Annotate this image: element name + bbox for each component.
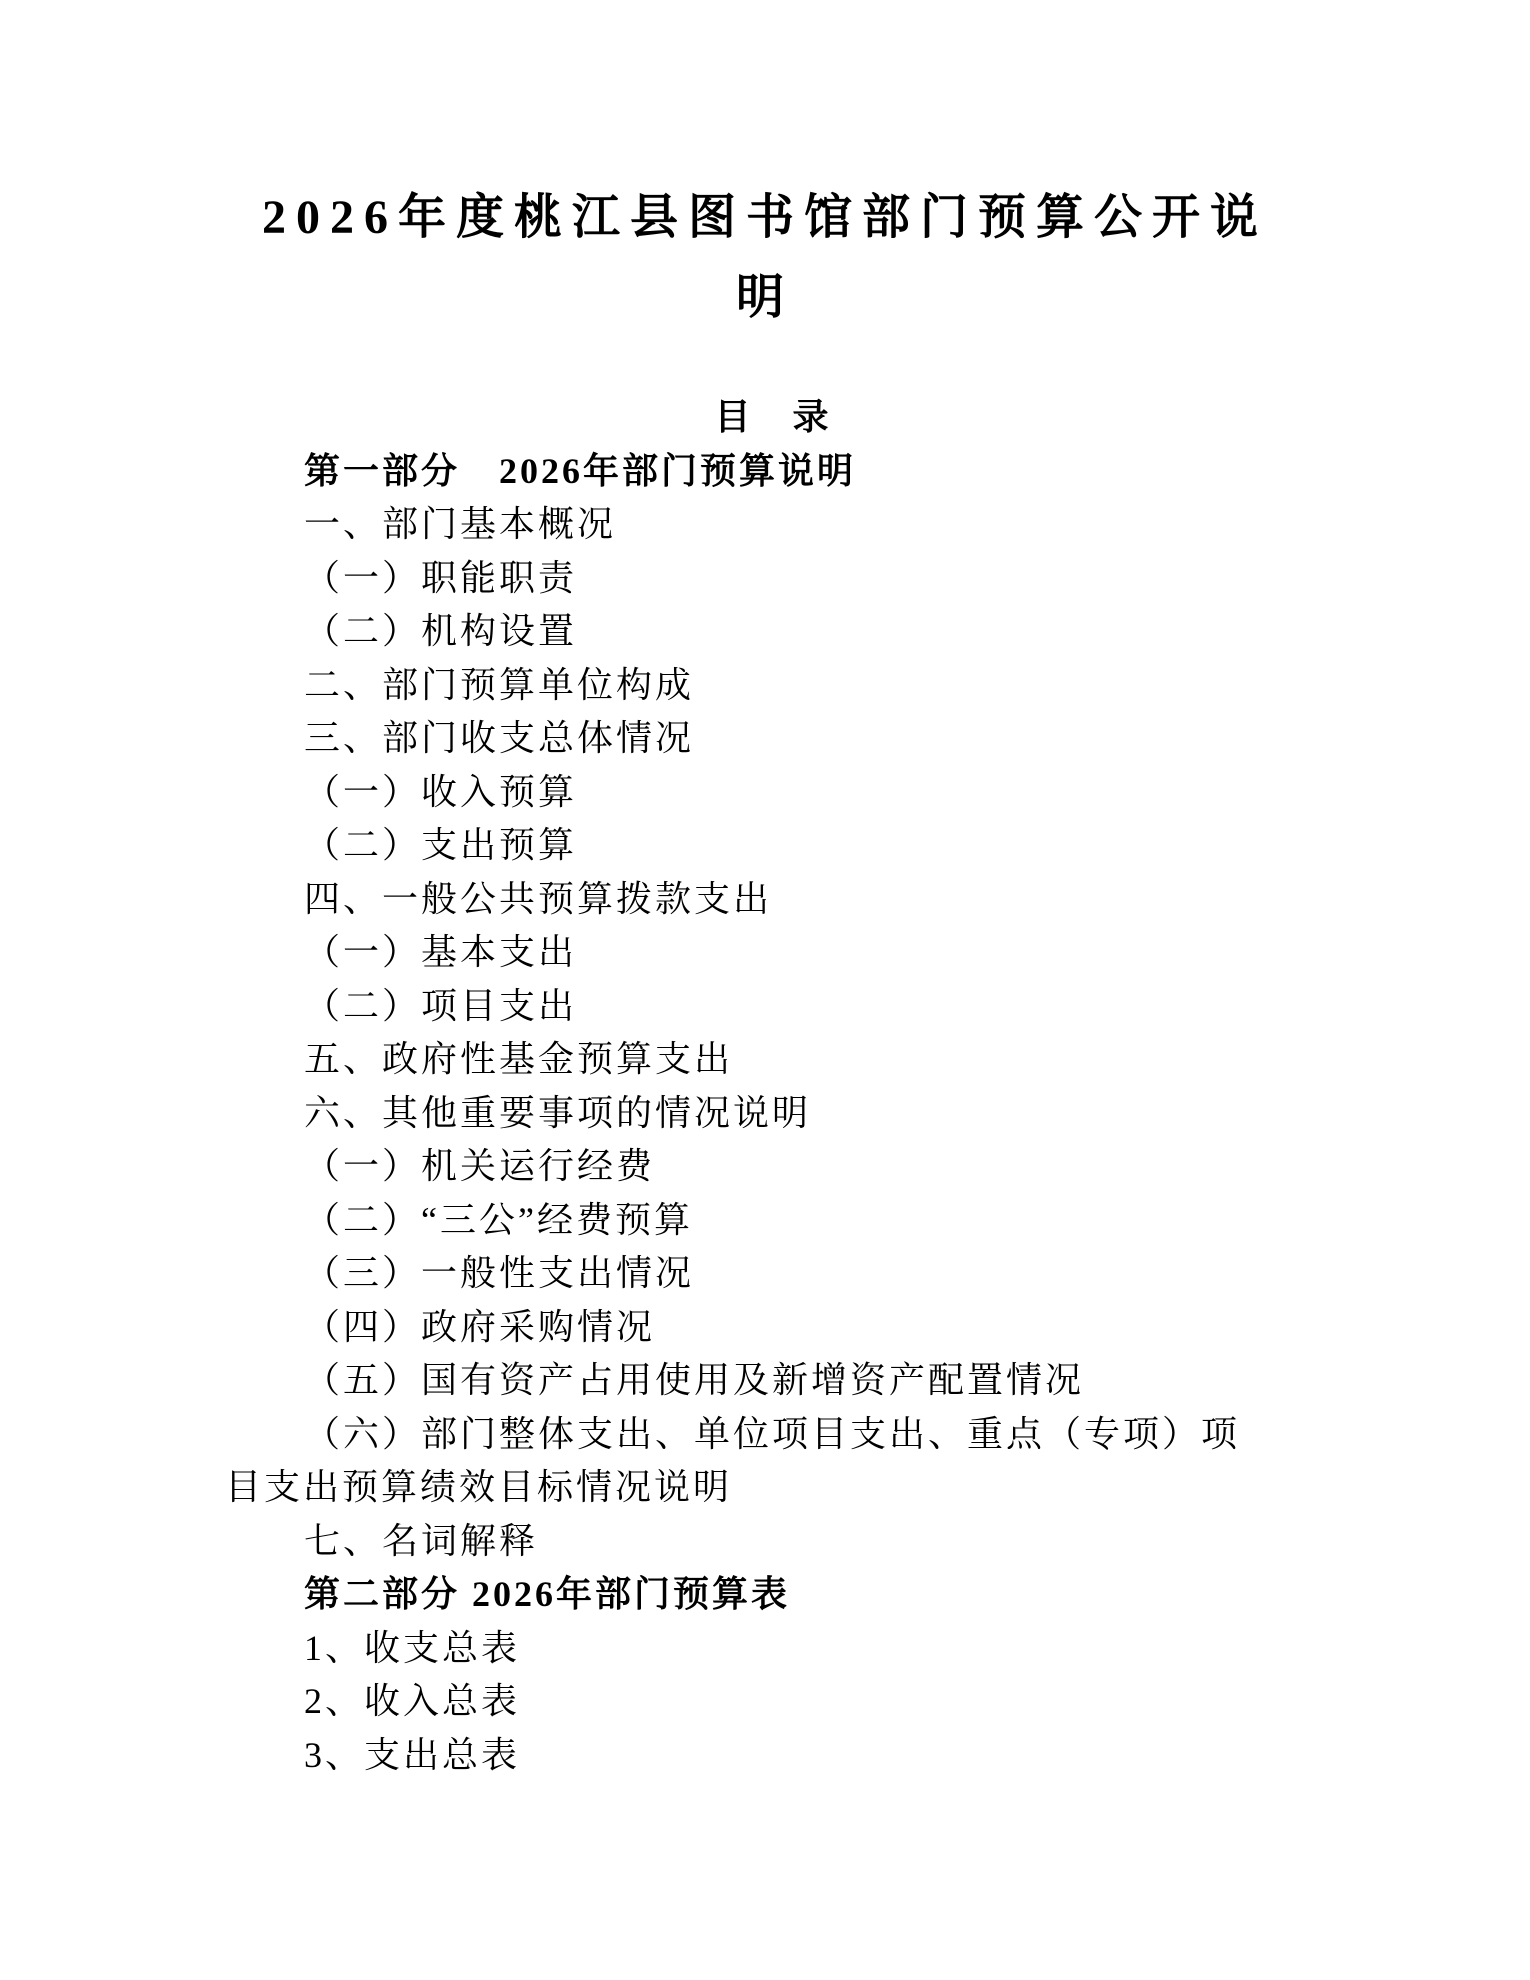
toc-item: 七、名词解释 (304, 1520, 539, 1561)
toc-item: 二、部门预算单位构成 (304, 664, 695, 705)
section-heading-part2: 第二部分 2026年部门预算表 (304, 1574, 791, 1614)
toc-item: （二）项目支出 (304, 985, 578, 1026)
toc-item: 一、部门基本概况 (304, 504, 617, 544)
toc-item: （三）一般性支出情况 (304, 1253, 695, 1293)
toc-item: 3、支出总表 (304, 1734, 521, 1775)
document-title: 2026年度桃江县图书馆部门预算公开说明 (261, 191, 1268, 324)
toc-item: （一）收入预算 (304, 771, 578, 812)
toc-item: （五）国有资产占用使用及新增资产配置情况 (304, 1360, 1085, 1400)
toc-item: 四、一般公共预算拨款支出 (304, 878, 773, 919)
toc-item: 三、部门收支总体情况 (304, 718, 695, 758)
toc-item: （二）机构设置 (304, 611, 578, 651)
toc-item: 六、其他重要事项的情况说明 (304, 1092, 812, 1133)
section-heading-part1: 第一部分 2026年部门预算说明 (304, 450, 857, 491)
toc-item: （一）职能职责 (304, 557, 578, 598)
toc-item: （一）基本支出 (304, 932, 578, 972)
toc-item: 2、收入总表 (304, 1681, 521, 1721)
toc-item: （二）支出预算 (304, 825, 578, 865)
toc-item: （一）机关运行经费 (304, 1146, 656, 1186)
toc-item: 五、政府性基金预算支出 (304, 1039, 734, 1079)
toc-item: 1、收支总表 (304, 1627, 521, 1668)
table-of-contents (225, 391, 1265, 1782)
toc-item: （二）“三公”经费预算 (304, 1199, 693, 1240)
toc-item: （六）部门整体支出、单位项目支出、重点（专项）项目支出预算绩效目标情况说明 (225, 1413, 1241, 1507)
toc-item: （四）政府采购情况 (304, 1306, 656, 1347)
toc-heading: 目 录 (714, 397, 832, 437)
